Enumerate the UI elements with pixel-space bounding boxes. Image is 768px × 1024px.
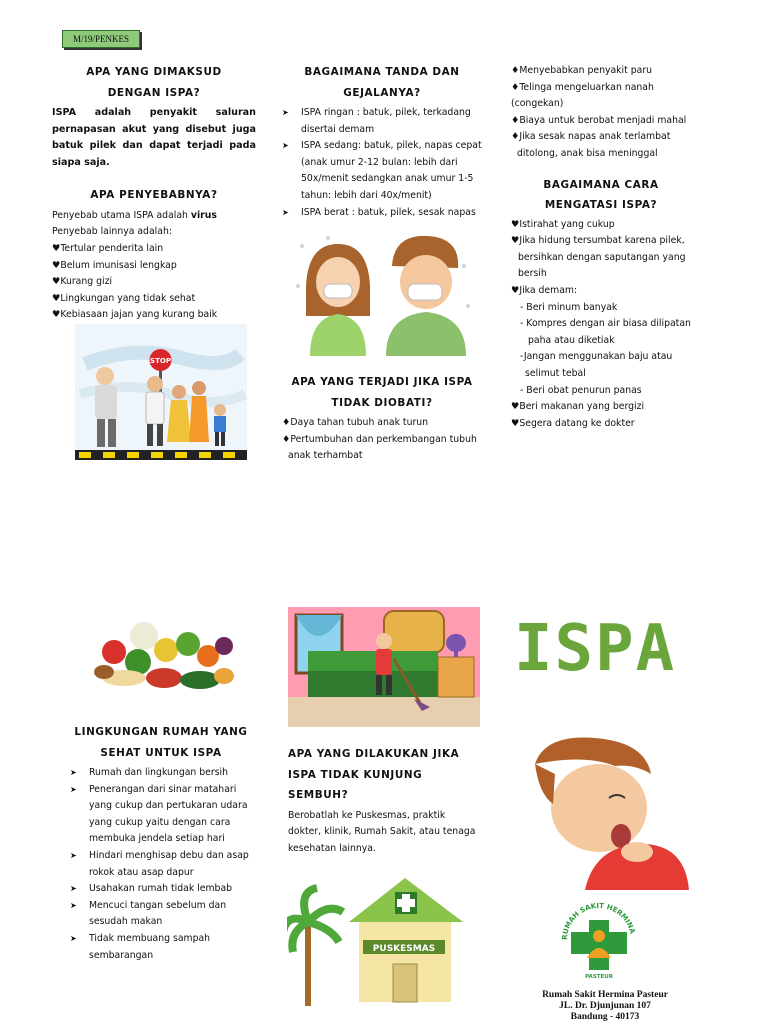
symptom-list [282,105,482,221]
heading-causes: APA PENYEBABNYA? [90,189,218,202]
fever-step: -Jangan menggunakan baju atau selimut tebal [520,351,673,379]
effect-item: ♦Biaya untuk berobat menjadi mahal [511,114,687,126]
document-code-tag: M/19/PENKES [62,30,140,48]
treatment-item: ♥Istirahat yang cukup [511,218,615,230]
effect-item: ♦Jika sesak napas anak terlambat ditolong, anak bisa meninggal [511,131,671,159]
fever-step: - Beri minum banyak [520,301,618,313]
logo-sub-text: PASTEUR [585,974,613,980]
heading-not-healing: APA YANG DILAKUKAN JIKA ISPA TIDAK KUNJUNG SEMBUH? [288,748,460,801]
effect-item: ♦Telinga mengeluarkan nanah (congekan) [511,81,654,110]
puskesmas-sign-text: PUSKESMAS [372,944,436,954]
main-cause-virus: virus [190,209,217,221]
column-what-is-ispa [52,62,256,324]
cause-item: ♥Kurang gizi [52,276,113,288]
stop-sign-text: STOP [150,357,171,365]
not-healing-advice: Berobatlah ke Puskesmas, praktik dokter, klinik, Rumah Sakit, atau tenaga kesehatan lainnya. [288,809,476,854]
column-not-healing [288,744,478,857]
main-cause [52,208,256,225]
treatment-item: ♥Beri makanan yang bergizi [511,401,645,413]
masked-couple-illustration [288,226,478,356]
cause-item: ♥Kebiasaan jajan yang kurang baik [52,309,218,321]
home-tip: ➤ Penerangan dari sinar matahari yang cukup dan pertukaran udara yang cukup yaitu dengan cara membuka jendela setiap hari [70,782,252,848]
other-causes-label: Penyebab lainnya adalah: [52,226,172,238]
brochure-title: ISPA [514,612,677,686]
home-tip: ➤ Mencuci tangan sebelum dan sesudah makan [70,898,252,931]
address-line: JL. Dr. Djunjunan 107 [559,1001,651,1011]
coughing-boy-illustration [525,734,689,890]
fever-step: - Kompres dengan air biasa dilipatan paha atau diketiak [520,318,691,346]
home-tips-list [70,765,252,964]
hospital-logo [557,898,641,980]
address-line: Rumah Sakit Hermina Pasteur [542,990,668,1000]
home-tip: ➤ Rumah dan lingkungan bersih [70,765,252,782]
heading-treatment: BAGAIMANA CARA MENGATASI ISPA? [543,178,659,212]
effect-item: ♦Daya tahan tubuh anak turun [282,417,429,428]
symptom-item: ➤ ISPA berat : batuk, pilek, sesak napas [282,205,482,222]
heading-symptoms: BAGAIMANA TANDA DAN GEJALANYA? [304,66,460,99]
heading-untreated: APA YANG TERJADI JIKA ISPA TIDAK DIOBATI? [291,376,473,409]
column-untreated-effects [282,372,482,465]
ispa-definition: ISPA adalah penyakit saluran pernapasan akut yang disebut juga batuk pilek dan dapat terjadi pada siapa saja. [52,107,256,168]
column-healthy-home [70,722,252,964]
address-line: Bandung - 40173 [570,1012,640,1022]
effect-item: ♦Menyebabkan penyakit paru [511,65,653,76]
effect-item: ♦Pertumbuhan dan perkembangan tubuh anak terhambat [282,433,477,462]
heading-healthy-home: LINGKUNGAN RUMAH YANG SEHAT UNTUK ISPA [74,726,248,759]
hospital-address [520,990,690,1023]
home-tip: ➤ Hindari menghisap debu dan asap rokok atau asap dapur [70,848,252,881]
logo-arc-textpath: RUMAH SAKIT HERMINA [560,901,637,941]
cause-item: ♥Lingkungan yang tidak sehat [52,292,196,304]
home-tip: ➤ Usahakan rumah tidak lembab [70,881,252,898]
home-tip: ➤ Tidak membuang sampah sembarangan [70,931,252,964]
child-sweeping-illustration [288,607,480,727]
column-symptoms [282,62,482,221]
treatment-item: ♥Jika hidung tersumbat karena pilek, bersihkan dengan saputangan yang bersih [511,235,686,280]
puskesmas-illustration [287,872,467,1007]
symptom-item: ➤ ISPA sedang: batuk, pilek, napas cepat (anak umur 2-12 bulan: lebih dari 50x/menit sedangkan anak umur 1-5 tahun: lebih dari 40x/menit) [282,138,482,204]
vegetables-illustration [84,606,244,706]
cause-item: ♥Belum imunisasi lengkap [52,259,177,271]
column-treatment [511,63,691,432]
smoking-people-illustration [75,324,247,460]
heading-what-is-ispa: APA YANG DIMAKSUD DENGAN ISPA? [86,66,222,99]
main-cause-prefix: Penyebab utama ISPA adalah [52,209,191,221]
treatment-item: ♥Segera datang ke dokter [511,417,635,429]
treatment-item: ♥Jika demam: [511,284,578,296]
cause-item: ♥Tertular penderita lain [52,243,164,255]
symptom-item: ➤ ISPA ringan : batuk, pilek, terkadang disertai demam [282,105,482,138]
fever-step: - Beri obat penurun panas [520,384,642,396]
